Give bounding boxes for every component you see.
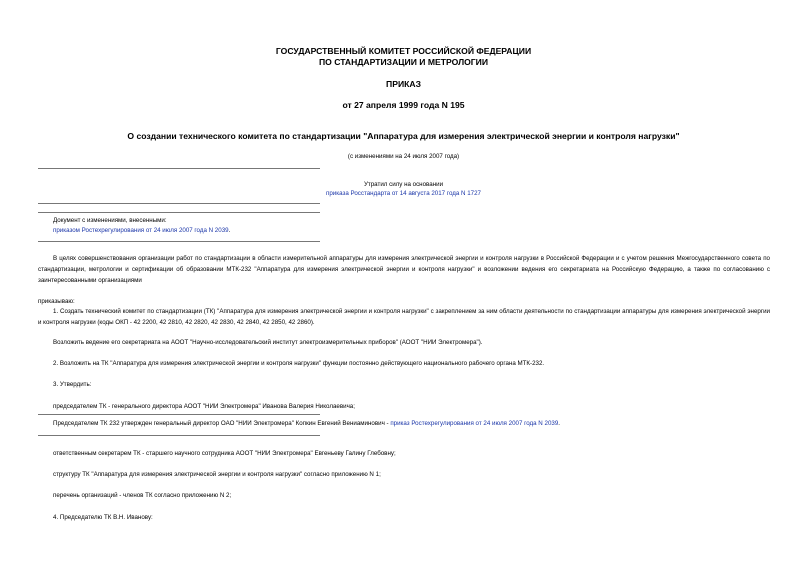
amendment-link[interactable]: приказом Ростехрегулирования от 24 июля 2007 года N 2039: [53, 227, 229, 234]
document-type: ПРИКАЗ: [386, 79, 421, 89]
repeal-link[interactable]: приказа Росстандарта от 14 августа 2017 года N 1727: [326, 190, 481, 197]
divider: [38, 212, 320, 213]
document-date: от 27 апреля 1999 года N 195: [342, 100, 465, 110]
paragraph-2: 2. Возложить на ТК "Аппаратура для измерения электрической энергии и контроля нагрузки" функции постоянно действующего национального рабочего органа МТК-232.: [53, 360, 545, 367]
chairman-note-text: Председателем ТК 232 утвержден генеральный директор ОАО "НИИ Электромера" Копкин Евгений Вениаминович -: [53, 420, 391, 427]
org-name-line1: ГОСУДАРСТВЕННЫЙ КОМИТЕТ РОССИЙСКОЙ ФЕДЕРАЦИИ: [275, 46, 532, 56]
paragraph-3: 3. Утвердить:: [53, 381, 92, 388]
divider: [38, 435, 320, 436]
document-title: О создании технического комитета по стандартизации "Аппаратура для измерения электрической энергии и контроля нагрузки": [127, 131, 680, 141]
divider: [38, 203, 320, 204]
divider: [38, 168, 320, 169]
repeal-notice: Утратил силу на основании: [363, 181, 444, 188]
paragraph-1b: Возложить ведение его секретариата на АООТ "Научно-исследовательский институт электроизмерительных приборов" (АООТ "НИИ Электромера").: [53, 339, 483, 346]
paragraph-1: 1. Создать технический комитет по стандартизации (ТК) "Аппаратура для измерения электрической энергии и контроля нагрузки" с закреплением за ним области деятельности по стандартизации аппаратуры для измерения электрической энергии и контроля нагрузки (коды ОКП - 42 2200, 42 2810, 42 2820, 42 2830, 42 2840, 42 2850, 42 2860).: [38, 308, 770, 327]
chairman-note-dot: .: [558, 420, 560, 427]
divider: [38, 241, 320, 242]
intro-paragraph: В целях совершенствования организации работ по стандартизации в области измерительной аппаратуры для измерения электрической энергии и контроля нагрузки в Российской Федерации и с учетом решения Межгосударственного совета по стандартизации, метрологии и сертификации об образовании МТК-232 "Аппаратура для измерения электрической энергии и контроля нагрузки" и возложении ведения его секретариата на Российскую Федерацию, а также по согласованию с заинтересованными организациями: [38, 255, 770, 285]
members-line: перечень организаций - членов ТК согласно приложению N 2;: [53, 492, 232, 499]
amendment-note: (с изменениями на 24 июля 2007 года): [347, 153, 460, 160]
amendments-label: Документ с изменениями, внесенными:: [53, 217, 167, 224]
chairman-note: [53, 418, 560, 429]
order-word: приказываю:: [38, 298, 75, 305]
org-name-line2: ПО СТАНДАРТИЗАЦИИ И МЕТРОЛОГИИ: [318, 57, 489, 67]
secretary-line: ответственным секретарем ТК - старшего научного сотрудника АООТ "НИИ Электромера" Евгеньеву Галину Глебовну;: [53, 450, 396, 457]
amendment-dot: .: [228, 227, 231, 234]
amendments-entry: [53, 226, 230, 235]
structure-line: структуру ТК "Аппаратура для измерения электрической энергии и контроля нагрузки" согласно приложению N 1;: [53, 471, 381, 478]
paragraph-4: 4. Председателю ТК В.Н. Иванову:: [53, 514, 153, 521]
chairman-note-link[interactable]: приказ Ростехрегулирования от 24 июля 2007 года N 2039: [390, 420, 559, 427]
chairman-line: председателем ТК - генерального директора АООТ "НИИ Электромера" Иванова Валерия Николаевича;: [53, 403, 355, 410]
divider: [38, 414, 320, 415]
